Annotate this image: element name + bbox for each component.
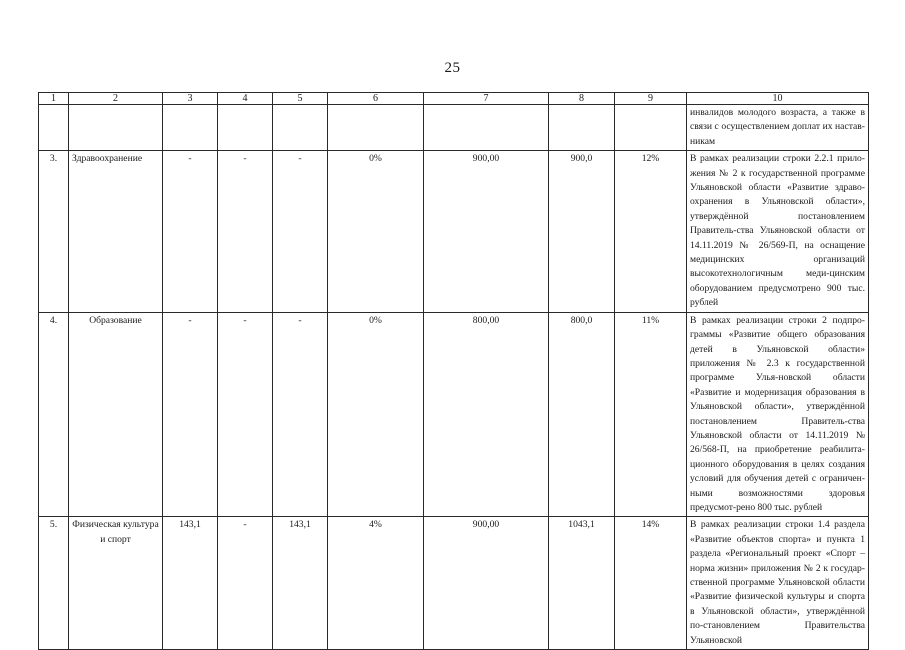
- col-header-4: 4: [218, 93, 273, 105]
- cell-col7: 800,00: [424, 312, 549, 517]
- cell-col6: [328, 105, 424, 151]
- cell-col8: [549, 105, 615, 151]
- cell-col4: -: [218, 151, 273, 312]
- cell-sphere: Образование: [69, 312, 163, 517]
- cell-number: [39, 105, 69, 151]
- cell-sphere: [69, 105, 163, 151]
- cell-col9: 12%: [615, 151, 687, 312]
- cell-col3: -: [163, 151, 218, 312]
- cell-col7: 900,00: [424, 151, 549, 312]
- cell-col6: 0%: [328, 312, 424, 517]
- cell-description: инвалидов молодого возраста, а также в связи с осуществлением доплат их настав-никам: [687, 105, 869, 151]
- cell-col8: 800,0: [549, 312, 615, 517]
- table-row-education: [39, 312, 869, 517]
- cell-description: В рамках реализации строки 2 подпро-граммы «Развитие общего образования детей в Ульяновской области» приложения № 2.3 к государственной программе Улья-новской области «Развитие и модернизация образования в Ульяновской области», утверждённой постановлением Правитель-ства Ульяновской области от 14.11.2019 № 26/568-П, на приобретение реабилита-ционного оборудования в целях создания условий для обучения детей с ограничен-ными возможностями здоровья предусмот-рено 800 тыс. рублей: [687, 312, 869, 517]
- cell-description: В рамках реализации строки 1.4 раздела «Развитие объектов спорта» и пункта 1 раздела «Региональный проект «Спорт – норма жизни» приложения № 2 к государ-ственной программе Ульяновской области «Развитие физической культуры и спорта в Ульяновской области», утверждённой по-становлением Правительства Ульяновской: [687, 517, 869, 650]
- table-row-continuation: [39, 105, 869, 151]
- cell-col7: 900,00: [424, 517, 549, 650]
- page-number: 25: [444, 60, 461, 76]
- col-header-1: 1: [39, 93, 69, 105]
- cell-col4: [218, 105, 273, 151]
- cell-sphere: Здравоохранение: [69, 151, 163, 312]
- cell-col6: 0%: [328, 151, 424, 312]
- cell-col5: -: [273, 312, 328, 517]
- header-row: [39, 93, 869, 105]
- cell-number: 4.: [39, 312, 69, 517]
- cell-col8: 900,0: [549, 151, 615, 312]
- col-header-7: 7: [424, 93, 549, 105]
- cell-number: 3.: [39, 151, 69, 312]
- table-row-healthcare: [39, 151, 869, 312]
- cell-col5: -: [273, 151, 328, 312]
- col-header-6: 6: [328, 93, 424, 105]
- cell-col3: 143,1: [163, 517, 218, 650]
- cell-col9: 11%: [615, 312, 687, 517]
- col-header-3: 3: [163, 93, 218, 105]
- report-table: [38, 92, 869, 650]
- table-row-sport: [39, 517, 869, 650]
- cell-sphere: Физическая культура и спорт: [69, 517, 163, 650]
- cell-col4: -: [218, 312, 273, 517]
- cell-col7: [424, 105, 549, 151]
- col-header-9: 9: [615, 93, 687, 105]
- col-header-8: 8: [549, 93, 615, 105]
- cell-description: В рамках реализации строки 2.2.1 прило-жения № 2 к государственной программе Ульяновской области «Развитие здраво-охранения в Ульяновской области», утверждённой постановлением Правитель-ства Ульяновской области от 14.11.2019 № 26/569-П, на оснащение медицинских организаций высокотехнологичным меди-цинским оборудованием предусмотрено 900 тыс. рублей: [687, 151, 869, 312]
- cell-col5: 143,1: [273, 517, 328, 650]
- col-header-2: 2: [69, 93, 163, 105]
- col-header-10: 10: [687, 93, 869, 105]
- cell-col4: -: [218, 517, 273, 650]
- cell-col5: [273, 105, 328, 151]
- cell-col6: 4%: [328, 517, 424, 650]
- cell-col3: [163, 105, 218, 151]
- cell-col3: -: [163, 312, 218, 517]
- cell-col9: 14%: [615, 517, 687, 650]
- cell-number: 5.: [39, 517, 69, 650]
- col-header-5: 5: [273, 93, 328, 105]
- cell-col9: [615, 105, 687, 151]
- cell-col8: 1043,1: [549, 517, 615, 650]
